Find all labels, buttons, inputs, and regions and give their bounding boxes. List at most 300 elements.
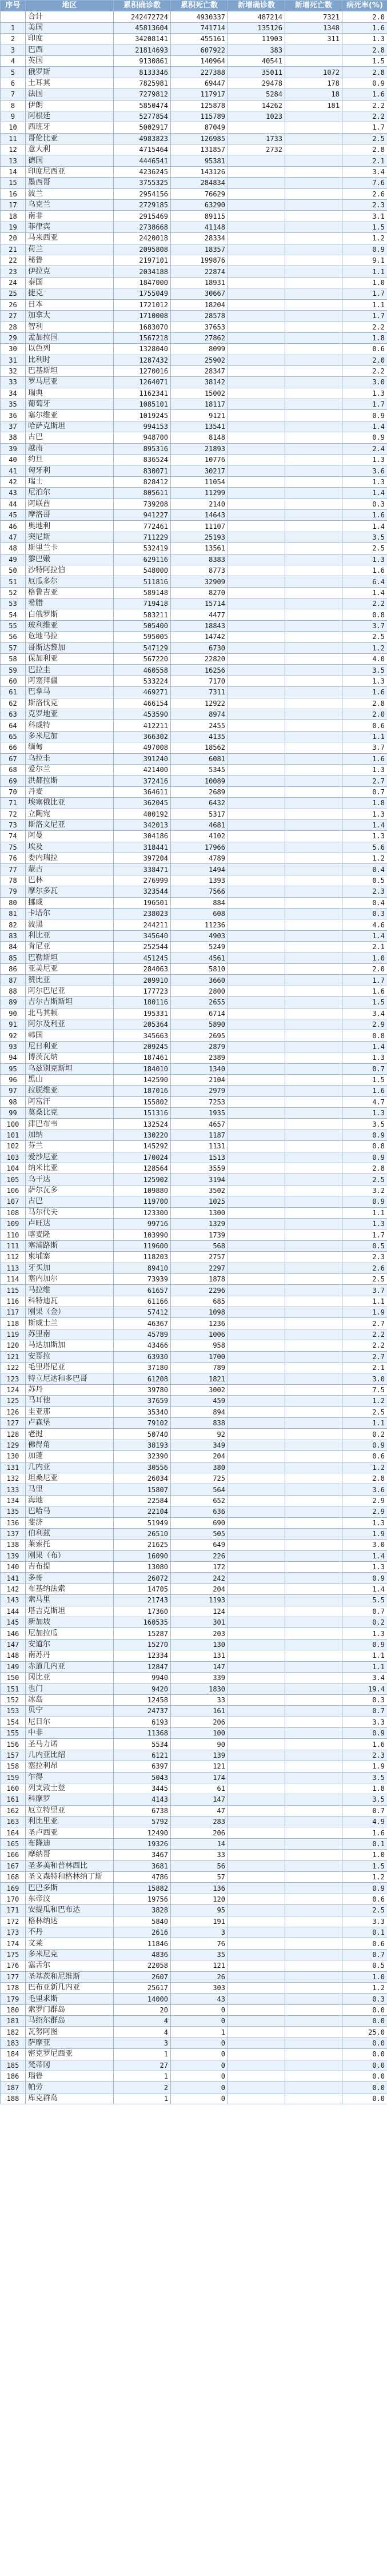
table-row[interactable] (1, 299, 387, 310)
cell-region: 圣文森特和格林纳丁斯 (26, 1872, 114, 1883)
table-row[interactable] (1, 731, 387, 742)
table-row[interactable] (1, 1196, 387, 1207)
cell-new-confirmed (228, 1406, 285, 1417)
table-row[interactable] (1, 122, 387, 133)
cell-new-deaths (285, 1805, 342, 1816)
table-row[interactable] (1, 2038, 387, 2048)
cell-new-deaths (285, 1495, 342, 1506)
cell-index: 17 (1, 200, 26, 211)
table-row[interactable] (1, 1717, 387, 1727)
table-row[interactable] (1, 465, 387, 476)
cell-total-deaths: 7311 (171, 687, 228, 698)
cell-index: 31 (1, 355, 26, 365)
cell-total-deaths: 10089 (171, 775, 228, 786)
cell-new-deaths (285, 786, 342, 797)
cell-total-deaths: 8773 (171, 565, 228, 576)
cell-total-deaths: 3194 (171, 1174, 228, 1185)
table-row-total[interactable] (1, 11, 387, 22)
table-row[interactable] (1, 975, 387, 986)
table-row[interactable] (1, 819, 387, 830)
table-row[interactable] (1, 155, 387, 166)
table-row[interactable] (1, 1540, 387, 1550)
table-row[interactable] (1, 930, 387, 941)
cell-fatality-rate: 2.8 (342, 1473, 387, 1484)
table-row[interactable] (1, 1817, 387, 1827)
table-row[interactable] (1, 1440, 387, 1450)
table-row[interactable] (1, 399, 387, 410)
table-row[interactable] (1, 786, 387, 797)
table-row[interactable] (1, 244, 387, 255)
cell-total-confirmed: 362045 (114, 798, 171, 809)
table-row[interactable] (1, 1727, 387, 1738)
table-row[interactable] (1, 1229, 387, 1240)
cell-total-deaths: 25902 (171, 355, 228, 365)
cell-region: 毛里求斯 (26, 1994, 114, 2004)
table-row[interactable] (1, 1595, 387, 1606)
table-row[interactable] (1, 2093, 387, 2104)
cell-total-confirmed: 30556 (114, 1462, 171, 1473)
table-row[interactable] (1, 332, 387, 343)
cell-total-confirmed: 21625 (114, 1540, 171, 1550)
table-row[interactable] (1, 1373, 387, 1384)
table-row[interactable] (1, 1628, 387, 1639)
cell-new-confirmed (228, 2016, 285, 2027)
cell-index: 98 (1, 1096, 26, 1107)
cell-total-confirmed: 43466 (114, 1340, 171, 1351)
table-row[interactable] (1, 1938, 387, 1949)
table-row[interactable] (1, 1949, 387, 1960)
table-row[interactable] (1, 598, 387, 609)
table-row[interactable] (1, 499, 387, 509)
cell-new-confirmed (228, 322, 285, 332)
table-row[interactable] (1, 665, 387, 676)
cell-fatality-rate: 6.4 (342, 576, 387, 587)
table-row[interactable] (1, 1163, 387, 1174)
table-row[interactable] (1, 89, 387, 100)
table-row[interactable] (1, 1473, 387, 1484)
cell-fatality-rate: 0.8 (342, 609, 387, 620)
table-row[interactable] (1, 277, 387, 288)
cell-region: 阿尔巴尼亚 (26, 986, 114, 996)
table-row[interactable] (1, 322, 387, 332)
table-row[interactable] (1, 455, 387, 465)
table-row[interactable] (1, 1872, 387, 1883)
table-row[interactable] (1, 421, 387, 432)
cell-region: 英国 (26, 55, 114, 66)
table-row[interactable] (1, 211, 387, 222)
table-row[interactable] (1, 377, 387, 388)
cell-index: 131 (1, 1462, 26, 1473)
table-row[interactable] (1, 1086, 387, 1096)
table-row[interactable] (1, 1285, 387, 1296)
table-row[interactable] (1, 997, 387, 1008)
table-row[interactable] (1, 166, 387, 177)
table-row[interactable] (1, 1263, 387, 1273)
table-row[interactable] (1, 764, 387, 775)
cell-total-deaths: 884 (171, 897, 228, 908)
table-row[interactable] (1, 1307, 387, 1318)
cell-total-deaths: 2655 (171, 997, 228, 1008)
table-row[interactable] (1, 676, 387, 686)
cell-region: 厄瓜多尔 (26, 576, 114, 587)
table-row[interactable] (1, 45, 387, 55)
cell-new-confirmed (228, 1694, 285, 1705)
table-row[interactable] (1, 144, 387, 155)
table-row[interactable] (1, 1406, 387, 1417)
cell-index: 106 (1, 1185, 26, 1196)
cell-new-confirmed (228, 587, 285, 598)
table-row[interactable] (1, 1207, 387, 1218)
cell-index: 116 (1, 1296, 26, 1307)
table-row[interactable] (1, 554, 387, 565)
cell-total-deaths: 2800 (171, 986, 228, 996)
cell-total-deaths: 140964 (171, 55, 228, 66)
table-row[interactable] (1, 809, 387, 819)
cell-new-confirmed (228, 975, 285, 986)
cell-total-deaths: 0 (171, 2093, 228, 2104)
table-row[interactable] (1, 310, 387, 321)
cell-region: 科威特 (26, 720, 114, 731)
table-row[interactable] (1, 488, 387, 499)
table-row[interactable] (1, 1351, 387, 1362)
table-row[interactable] (1, 919, 387, 930)
cell-total-confirmed: 142590 (114, 1074, 171, 1085)
cell-total-deaths: 1935 (171, 1108, 228, 1119)
table-row[interactable] (1, 1218, 387, 1229)
table-row[interactable] (1, 1783, 387, 1794)
table-row[interactable] (1, 1916, 387, 1927)
table-row[interactable] (1, 1041, 387, 1052)
cell-new-confirmed (228, 1982, 285, 1993)
table-row[interactable] (1, 2082, 387, 2093)
table-row[interactable] (1, 2016, 387, 2027)
table-row[interactable] (1, 942, 387, 953)
column-header-region[interactable]: 地区 (26, 1, 114, 11)
table-row[interactable] (1, 565, 387, 576)
table-row[interactable] (1, 831, 387, 842)
cell-total-confirmed: 155802 (114, 1096, 171, 1107)
cell-new-deaths (285, 1429, 342, 1440)
table-row[interactable] (1, 233, 387, 244)
table-row[interactable] (1, 698, 387, 709)
table-row[interactable] (1, 1130, 387, 1140)
table-row[interactable] (1, 1606, 387, 1617)
table-row[interactable] (1, 1827, 387, 1838)
table-row[interactable] (1, 1396, 387, 1406)
table-row[interactable] (1, 1318, 387, 1329)
column-header-fatality-rate[interactable]: 病死率(%) (342, 1, 387, 11)
table-row[interactable] (1, 1706, 387, 1717)
table-row[interactable] (1, 1030, 387, 1041)
table-row[interactable] (1, 1982, 387, 1993)
table-row[interactable] (1, 897, 387, 908)
table-row[interactable] (1, 521, 387, 532)
cell-index: 128 (1, 1429, 26, 1440)
cell-new-deaths (285, 1905, 342, 1916)
cell-new-deaths (285, 1838, 342, 1849)
table-row[interactable] (1, 753, 387, 764)
cell-total-deaths: 1329 (171, 1218, 228, 1229)
table-row[interactable] (1, 1008, 387, 1019)
table-row[interactable] (1, 111, 387, 122)
cell-region: 利比里亚 (26, 1817, 114, 1827)
table-row[interactable] (1, 1850, 387, 1860)
table-row[interactable] (1, 22, 387, 33)
table-row[interactable] (1, 1096, 387, 1107)
table-row[interactable] (1, 34, 387, 45)
table-row[interactable] (1, 1340, 387, 1351)
cell-new-deaths (285, 266, 342, 277)
cell-new-deaths (285, 1562, 342, 1573)
table-row[interactable] (1, 853, 387, 864)
table-row[interactable] (1, 609, 387, 620)
table-row[interactable] (1, 288, 387, 299)
table-row[interactable] (1, 775, 387, 786)
table-row[interactable] (1, 654, 387, 665)
table-row[interactable] (1, 432, 387, 443)
table-row[interactable] (1, 1273, 387, 1284)
table-row[interactable] (1, 886, 387, 897)
table-row[interactable] (1, 1794, 387, 1805)
table-row[interactable] (1, 476, 387, 487)
table-row[interactable] (1, 687, 387, 698)
cell-total-deaths: 6081 (171, 753, 228, 764)
cell-new-confirmed (228, 155, 285, 166)
cell-index: 182 (1, 2027, 26, 2038)
table-row[interactable] (1, 1252, 387, 1263)
table-row[interactable] (1, 222, 387, 232)
table-row[interactable] (1, 875, 387, 886)
cell-new-deaths (285, 1916, 342, 1927)
table-row[interactable] (1, 1141, 387, 1152)
table-row[interactable] (1, 953, 387, 963)
table-row[interactable] (1, 1495, 387, 1506)
column-header-total-confirmed[interactable]: 累积确诊数 (114, 1, 171, 11)
cell-total-deaths: 2879 (171, 1041, 228, 1052)
table-row[interactable] (1, 2004, 387, 2015)
cell-new-deaths (285, 133, 342, 144)
table-row[interactable] (1, 864, 387, 875)
cell-new-confirmed (228, 2093, 285, 2104)
cell-new-confirmed: 11903 (228, 34, 285, 45)
table-row[interactable] (1, 2060, 387, 2071)
cell-index: 33 (1, 377, 26, 388)
cell-new-deaths (285, 1484, 342, 1495)
table-row[interactable] (1, 188, 387, 199)
table-row[interactable] (1, 410, 387, 421)
table-row[interactable] (1, 1694, 387, 1705)
cell-total-deaths: 8270 (171, 587, 228, 598)
table-row[interactable] (1, 2049, 387, 2060)
table-row[interactable] (1, 344, 387, 355)
table-row[interactable] (1, 709, 387, 720)
table-row[interactable] (1, 2071, 387, 2082)
table-row[interactable] (1, 1805, 387, 1816)
table-row[interactable] (1, 1617, 387, 1628)
table-row[interactable] (1, 1429, 387, 1440)
cell-index: 146 (1, 1628, 26, 1639)
table-row[interactable] (1, 1074, 387, 1085)
table-row[interactable] (1, 576, 387, 587)
cell-fatality-rate: 1.3 (342, 1562, 387, 1573)
cell-fatality-rate: 25.0 (342, 2027, 387, 2038)
cell-region: 合计 (26, 11, 114, 22)
cell-index: 152 (1, 1694, 26, 1705)
table-row[interactable] (1, 1451, 387, 1462)
table-row[interactable] (1, 355, 387, 365)
table-row[interactable] (1, 1550, 387, 1561)
table-row[interactable] (1, 1562, 387, 1573)
cell-new-deaths (285, 455, 342, 465)
column-header-index[interactable]: 序号 (1, 1, 26, 11)
table-row[interactable] (1, 1894, 387, 1904)
cell-total-confirmed: 400192 (114, 809, 171, 819)
table-row[interactable] (1, 1683, 387, 1694)
table-row[interactable] (1, 509, 387, 520)
table-row[interactable] (1, 67, 387, 78)
table-row[interactable] (1, 55, 387, 66)
table-row[interactable] (1, 1772, 387, 1783)
table-row[interactable] (1, 388, 387, 399)
table-row[interactable] (1, 1860, 387, 1871)
table-row[interactable] (1, 1927, 387, 1938)
cell-total-confirmed: 5043 (114, 1772, 171, 1783)
table-row[interactable] (1, 2027, 387, 2038)
cell-region: 新加坡 (26, 1617, 114, 1628)
table-row[interactable] (1, 1240, 387, 1251)
cell-new-deaths (285, 1694, 342, 1705)
table-row[interactable] (1, 255, 387, 266)
table-row[interactable] (1, 1462, 387, 1473)
column-header-total-deaths[interactable]: 累积死亡数 (171, 1, 228, 11)
table-row[interactable] (1, 1019, 387, 1030)
cell-region: 不丹 (26, 1927, 114, 1938)
table-row[interactable] (1, 266, 387, 277)
table-row[interactable] (1, 1573, 387, 1584)
table-row[interactable] (1, 1971, 387, 1982)
table-row[interactable] (1, 1174, 387, 1185)
cell-total-confirmed: 9940 (114, 1672, 171, 1683)
table-row[interactable] (1, 1484, 387, 1495)
cell-total-confirmed: 391240 (114, 753, 171, 764)
table-row[interactable] (1, 1063, 387, 1074)
cell-index: 5 (1, 67, 26, 78)
cell-new-confirmed (228, 244, 285, 255)
table-row[interactable] (1, 365, 387, 376)
cell-fatality-rate: 2.5 (342, 1406, 387, 1417)
cell-total-deaths: 16256 (171, 665, 228, 676)
table-row[interactable] (1, 1119, 387, 1130)
cell-index: 87 (1, 975, 26, 986)
cell-new-deaths (285, 853, 342, 864)
cell-region: 格林纳达 (26, 1916, 114, 1927)
table-row[interactable] (1, 543, 387, 554)
table-row[interactable] (1, 78, 387, 89)
cell-index: 126 (1, 1406, 26, 1417)
table-row[interactable] (1, 1528, 387, 1539)
cell-index: 55 (1, 620, 26, 631)
cell-fatality-rate: 0.1 (342, 1838, 387, 1849)
table-row[interactable] (1, 1363, 387, 1373)
table-row[interactable] (1, 200, 387, 211)
cell-total-confirmed: 548000 (114, 565, 171, 576)
cell-total-deaths: 636 (171, 1506, 228, 1517)
table-row[interactable] (1, 909, 387, 919)
column-header-new-confirmed[interactable]: 新增确诊数 (228, 1, 285, 11)
table-row[interactable] (1, 1329, 387, 1340)
cell-index: 12 (1, 144, 26, 155)
table-row[interactable] (1, 642, 387, 653)
table-row[interactable] (1, 1994, 387, 2004)
table-row[interactable] (1, 1650, 387, 1661)
table-row[interactable] (1, 1185, 387, 1196)
cell-fatality-rate: 0.0 (342, 2004, 387, 2015)
cell-new-confirmed (228, 410, 285, 421)
table-row[interactable] (1, 1506, 387, 1517)
table-row[interactable] (1, 1418, 387, 1429)
cell-new-confirmed (228, 1063, 285, 1074)
table-row[interactable] (1, 963, 387, 974)
cell-total-confirmed: 187461 (114, 1052, 171, 1063)
table-row[interactable] (1, 842, 387, 853)
table-row[interactable] (1, 1661, 387, 1672)
table-row[interactable] (1, 986, 387, 996)
table-row[interactable] (1, 1152, 387, 1163)
cell-new-deaths (285, 1794, 342, 1805)
table-row[interactable] (1, 1052, 387, 1063)
table-row[interactable] (1, 1584, 387, 1594)
table-row[interactable] (1, 133, 387, 144)
table-row[interactable] (1, 1639, 387, 1650)
cell-index (1, 11, 26, 22)
table-row[interactable] (1, 720, 387, 731)
cell-new-confirmed (228, 1440, 285, 1450)
table-row[interactable] (1, 1384, 387, 1395)
table-row[interactable] (1, 632, 387, 642)
cell-new-confirmed (228, 332, 285, 343)
column-header-new-deaths[interactable]: 新增死亡数 (285, 1, 342, 11)
table-row[interactable] (1, 1761, 387, 1772)
table-row[interactable] (1, 1883, 387, 1894)
cell-fatality-rate: 1.4 (342, 819, 387, 830)
cell-new-confirmed (228, 1595, 285, 1606)
table-row[interactable] (1, 1750, 387, 1761)
cell-region: 科特迪瓦 (26, 1296, 114, 1307)
table-row[interactable] (1, 1108, 387, 1119)
table-row[interactable] (1, 178, 387, 188)
table-row[interactable] (1, 443, 387, 454)
table-row[interactable] (1, 742, 387, 753)
table-row[interactable] (1, 587, 387, 598)
cell-region: 南非 (26, 211, 114, 222)
table-row[interactable] (1, 1296, 387, 1307)
table-row[interactable] (1, 532, 387, 542)
table-row[interactable] (1, 620, 387, 631)
table-row[interactable] (1, 1905, 387, 1916)
table-row[interactable] (1, 1517, 387, 1528)
table-row[interactable] (1, 1672, 387, 1683)
table-row[interactable] (1, 100, 387, 111)
table-row[interactable] (1, 798, 387, 809)
cell-region: 科摩罗 (26, 1794, 114, 1805)
cell-total-confirmed: 209910 (114, 975, 171, 986)
table-row[interactable] (1, 1960, 387, 1971)
cell-new-deaths (285, 1683, 342, 1694)
table-row[interactable] (1, 1838, 387, 1849)
cell-total-deaths: 7253 (171, 1096, 228, 1107)
cell-new-confirmed (228, 178, 285, 188)
table-row[interactable] (1, 1739, 387, 1750)
